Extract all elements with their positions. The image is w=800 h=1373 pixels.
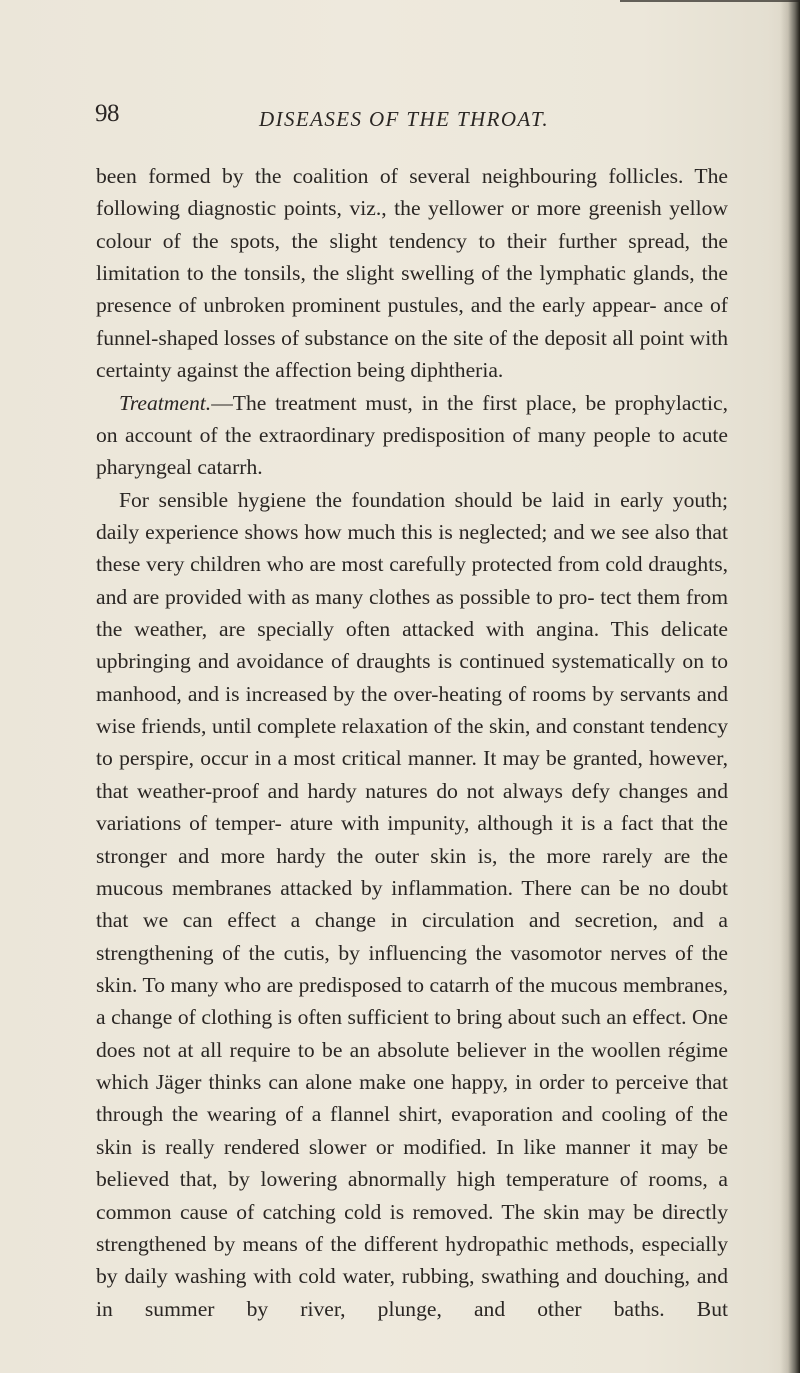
- running-head: [95, 100, 735, 140]
- page-edge-shadow: [780, 0, 800, 1373]
- page-number: 98: [95, 100, 119, 127]
- scan-edge-line: [620, 0, 800, 2]
- running-title: DISEASES OF THE THROAT.: [259, 107, 550, 131]
- treatment-text: —The treatment must, in the first place, be prophylactic, on account of the extraordinary predisposition of many people to acute pharyngeal catarrh.: [96, 390, 728, 480]
- paragraph-continuation: been formed by the coalition of several neighbouring follicles. The following diagnostic points, viz., the yellower or more greenish yellow colour of the spots, the slight tendency to their further spread, the limitation to the tonsils, the slight swelling of the lymphatic glands, the presence of unbroken prominent pustules, and the early appear- ance of funnel-shaped losses of substance on the site of the deposit all point with certainty against the affection being diphtheria.: [96, 164, 728, 383]
- paragraph-treatment: [96, 387, 728, 484]
- body-text: [96, 160, 728, 1325]
- treatment-heading: Treatment.: [119, 390, 212, 415]
- paragraph-hygiene: For sensible hygiene the foundation should be laid in early youth; daily experience shows how much this is neglected; and we see also that these very children who are most carefully protected from cold draughts, and are provided with as many clothes as possible to pro- tect them from the weather, are specially often attacked with angina. This delicate upbringing and avoidance of draughts is continued systematically on to manhood, and is increased by the over-heating of rooms by servants and wise friends, until complete relaxation of the skin, and constant tendency to perspire, occur in a most critical manner. It may be granted, however, that weather-proof and hardy natures do not always defy changes and variations of temper- ature with impunity, although it is a fact that the stronger and more hardy the outer skin is, the more rarely are the mucous membranes attacked by inflammation. There can be no doubt that we can effect a change in circulation and secretion, and a strengthening of the cutis, by influencing the vasomotor nerves of the skin. To many who are predisposed to catarrh of the mucous membranes, a change of clothing is often sufficient to bring about such an effect. One does not at all require to be an absolute believer in the woollen régime which Jäger thinks can alone make one happy, in order to perceive that through the wearing of a flannel shirt, evaporation and cooling of the skin is really rendered slower or modified. In like manner it may be believed that, by lowering abnormally high temperature of rooms, a common cause of catching cold is removed. The skin may be directly strengthened by means of the different hydropathic methods, especially by daily washing with cold water, rubbing, swathing and douching, and in summer by river, plunge, and other baths. But: [96, 487, 728, 1321]
